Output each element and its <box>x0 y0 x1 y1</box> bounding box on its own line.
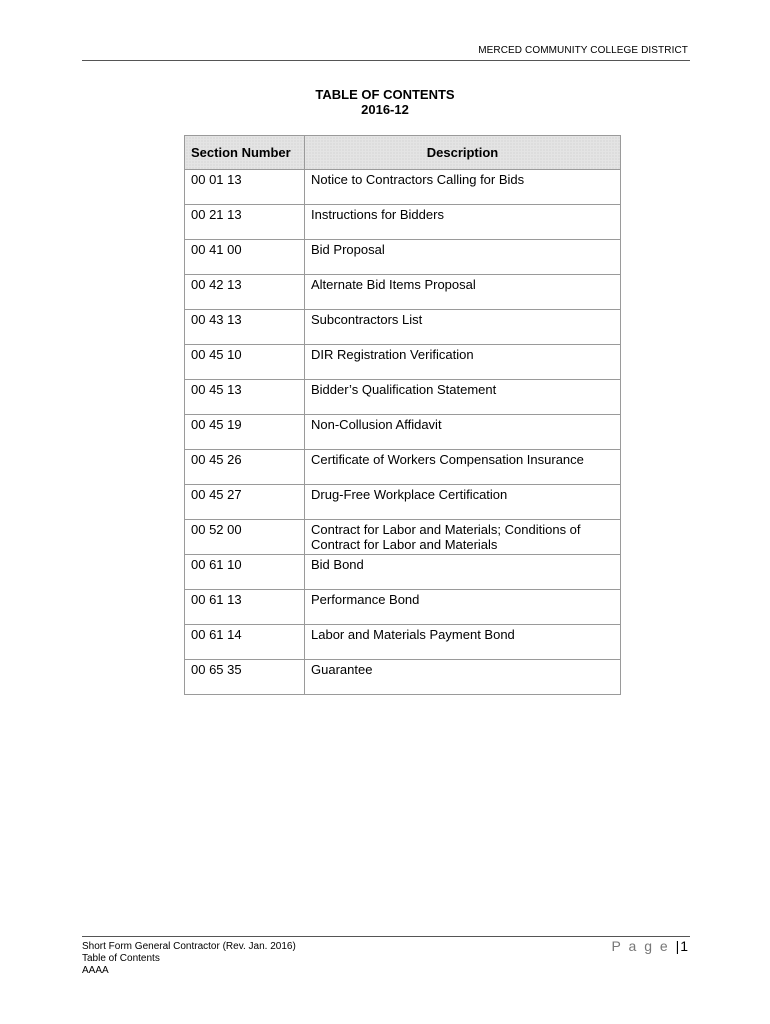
section-number: 00 61 14 <box>185 625 305 660</box>
page-number <box>612 938 688 954</box>
table-row <box>185 590 621 625</box>
section-description: Contract for Labor and Materials; Conditions of Contract for Labor and Materials <box>305 520 621 555</box>
section-number: 00 45 19 <box>185 415 305 450</box>
table-row <box>185 520 621 555</box>
section-description: DIR Registration Verification <box>305 345 621 380</box>
table-row <box>185 380 621 415</box>
section-number: 00 01 13 <box>185 170 305 205</box>
section-number: 00 65 35 <box>185 660 305 695</box>
section-description: Guarantee <box>305 660 621 695</box>
footer-rule <box>82 936 690 937</box>
section-description: Bid Proposal <box>305 240 621 275</box>
section-number: 00 21 13 <box>185 205 305 240</box>
header-rule <box>82 60 690 61</box>
section-description: Drug-Free Workplace Certification <box>305 485 621 520</box>
column-header-section: Section Number <box>185 136 305 170</box>
table-row <box>185 205 621 240</box>
page-number-value: 1 <box>680 938 688 954</box>
section-number: 00 61 13 <box>185 590 305 625</box>
table-row <box>185 310 621 345</box>
table-row <box>185 170 621 205</box>
section-number: 00 45 13 <box>185 380 305 415</box>
section-number: 00 42 13 <box>185 275 305 310</box>
footer-info <box>82 941 296 977</box>
section-description: Notice to Contractors Calling for Bids <box>305 170 621 205</box>
section-number: 00 45 10 <box>185 345 305 380</box>
section-number: 00 52 00 <box>185 520 305 555</box>
table-row <box>185 275 621 310</box>
page-title <box>0 87 770 117</box>
footer-code: AAAA <box>82 965 109 976</box>
section-number: 00 45 27 <box>185 485 305 520</box>
section-description: Subcontractors List <box>305 310 621 345</box>
section-description: Performance Bond <box>305 590 621 625</box>
section-number: 00 45 26 <box>185 450 305 485</box>
contents-table <box>184 135 621 695</box>
section-description: Bid Bond <box>305 555 621 590</box>
table-row <box>185 555 621 590</box>
table-header-row <box>185 136 621 170</box>
section-description: Alternate Bid Items Proposal <box>305 275 621 310</box>
header-org-name: MERCED COMMUNITY COLLEGE DISTRICT <box>478 45 688 56</box>
title-heading: TABLE OF CONTENTS <box>315 87 455 102</box>
section-description: Instructions for Bidders <box>305 205 621 240</box>
section-description: Bidder’s Qualification Statement <box>305 380 621 415</box>
table-row <box>185 625 621 660</box>
section-description: Certificate of Workers Compensation Insurance <box>305 450 621 485</box>
footer-section-name: Table of Contents <box>82 953 160 964</box>
title-date: 2016-12 <box>361 102 409 117</box>
table-row <box>185 415 621 450</box>
section-number: 00 41 00 <box>185 240 305 275</box>
page-separator: | <box>675 938 680 954</box>
section-description: Labor and Materials Payment Bond <box>305 625 621 660</box>
table-row <box>185 485 621 520</box>
column-header-description: Description <box>305 136 621 170</box>
table-row <box>185 345 621 380</box>
table-row <box>185 660 621 695</box>
section-number: 00 61 10 <box>185 555 305 590</box>
footer-form-name: Short Form General Contractor (Rev. Jan. 2016) <box>82 941 296 952</box>
page-label: P a g e <box>611 938 670 954</box>
section-description: Non-Collusion Affidavit <box>305 415 621 450</box>
section-number: 00 43 13 <box>185 310 305 345</box>
table-row <box>185 450 621 485</box>
table-row <box>185 240 621 275</box>
